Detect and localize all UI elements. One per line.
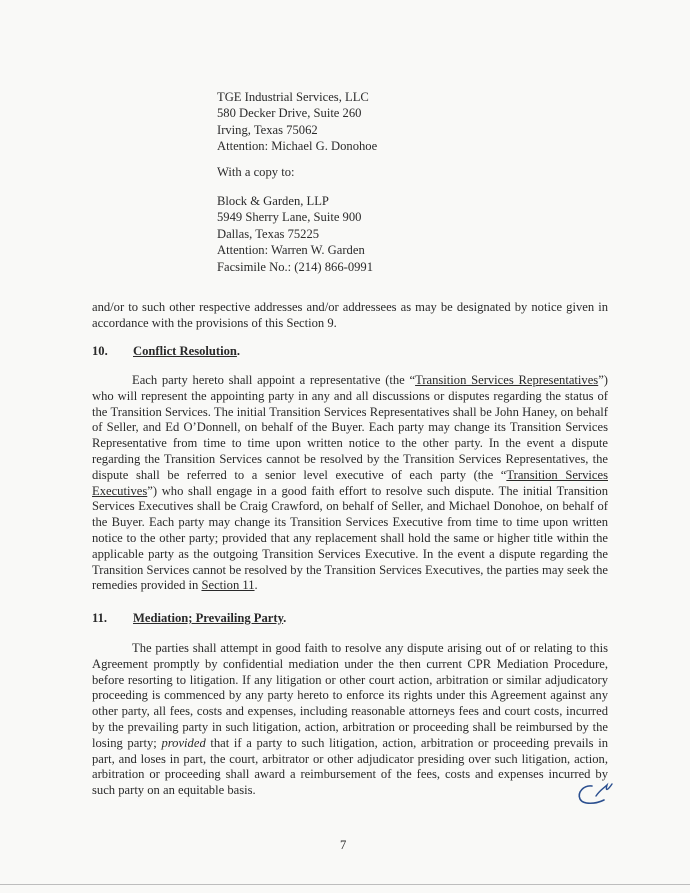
- section-number: 10.: [92, 344, 108, 358]
- paragraph-text: that if a party to such litigation, action, arbitration or proceeding prevails in part, and loses in part, the court, arbitrator or other adjudicator presiding over such litigation, action, arbitration or proceeding shall award a reimbursement of the fees, costs and expenses incurred by such party on an equitable basis.: [92, 735, 608, 798]
- section-reference: Section 11: [201, 578, 255, 593]
- section-title-suffix: .: [236, 344, 241, 358]
- paragraph-text: ”) who shall engage in a good faith effort to resolve such dispute. The initial Transition Services Executives shall be Craig Crawford, on behalf of Seller, and Michael Donohoe, on behalf of the Buyer. Each party may change its Transition Services Executive from time to time upon written notice to the other party; provided that any replacement shall hold the same or higher title within the applicable party as the outgoing Transition Services Executive. In the event a dispute regarding the Transition Services cannot be resolved by the Transition Services Executives, the parties may seek the remedies provided in: [92, 483, 608, 593]
- section-11-heading: [92, 611, 286, 626]
- address-line: Block & Garden, LLP: [217, 194, 329, 208]
- addresses-paragraph: and/or to such other respective addresses and/or addressees as may be designated by notice given in accordance with the provisions of this Section 9.: [92, 300, 608, 330]
- address-block-tge: [217, 89, 377, 155]
- paragraph-text: The parties shall attempt in good faith to resolve any dispute arising out of or relating to this Agreement promptly by confidential mediation under the then current CPR Mediation Procedure, before resorting to litigation. If any litigation or other court action, arbitration or similar adjudicatory proceeding is commenced by any party hereto to enforce its rights under this Agreement against any other party, all fees, costs and expenses, including reasonable attorneys fees and court costs, incurred by the prevailing party in such litigation, action, arbitration or proceeding shall be reimbursed by the losing party;: [92, 641, 608, 750]
- paragraph-text: ”) who will represent the appointing party in any and all discussions or disputes regarding the status of the Transition Services. The initial Transition Services Representatives shall be John Haney, on behalf of Seller, and Ed O’Donnell, on behalf of the Buyer. Each party may change its Transition Services Representative from time to time upon written notice to the other party. In the event a dispute regarding the Transition Services cannot be resolved by the Transition Services Representatives, the dispute shall be referred to a senior level executive of each party (the “: [92, 373, 608, 482]
- handwritten-initials-icon: [574, 780, 614, 808]
- address-line: Attention: Michael G. Donohoe: [217, 139, 378, 154]
- paragraph-text: .: [254, 578, 258, 593]
- address-line: Facsimile No.: (214) 866-0991: [217, 259, 374, 274]
- address-line: 5949 Sherry Lane, Suite 900: [217, 210, 362, 225]
- section-title: Conflict Resolution: [133, 344, 237, 358]
- section-number: 11.: [92, 611, 108, 625]
- section-title: Mediation; Prevailing Party: [133, 611, 284, 625]
- address-line: Attention: Warren W. Garden: [217, 243, 365, 258]
- copy-to-line: With a copy to:: [217, 165, 295, 179]
- address-line: TGE Industrial Services, LLC: [217, 90, 369, 104]
- defined-term: Transition Services Representatives: [415, 373, 599, 387]
- paragraph-text: Each party hereto shall appoint a representative (the “: [132, 373, 416, 387]
- address-line: Dallas, Texas 75225: [217, 226, 320, 241]
- address-line: Irving, Texas 75062: [217, 122, 318, 137]
- section-10-paragraph: [92, 373, 608, 594]
- emphasized-term: provided: [161, 735, 206, 750]
- address-block-block-garden: [217, 193, 373, 275]
- page-edge-divider: [0, 884, 690, 885]
- page-number: 7: [340, 838, 347, 852]
- section-title-suffix: .: [283, 611, 287, 625]
- section-11-paragraph: [92, 641, 608, 799]
- section-10-heading: [92, 344, 240, 359]
- defined-term: Transition Services Executives: [92, 467, 608, 498]
- address-line: 580 Decker Drive, Suite 260: [217, 106, 362, 121]
